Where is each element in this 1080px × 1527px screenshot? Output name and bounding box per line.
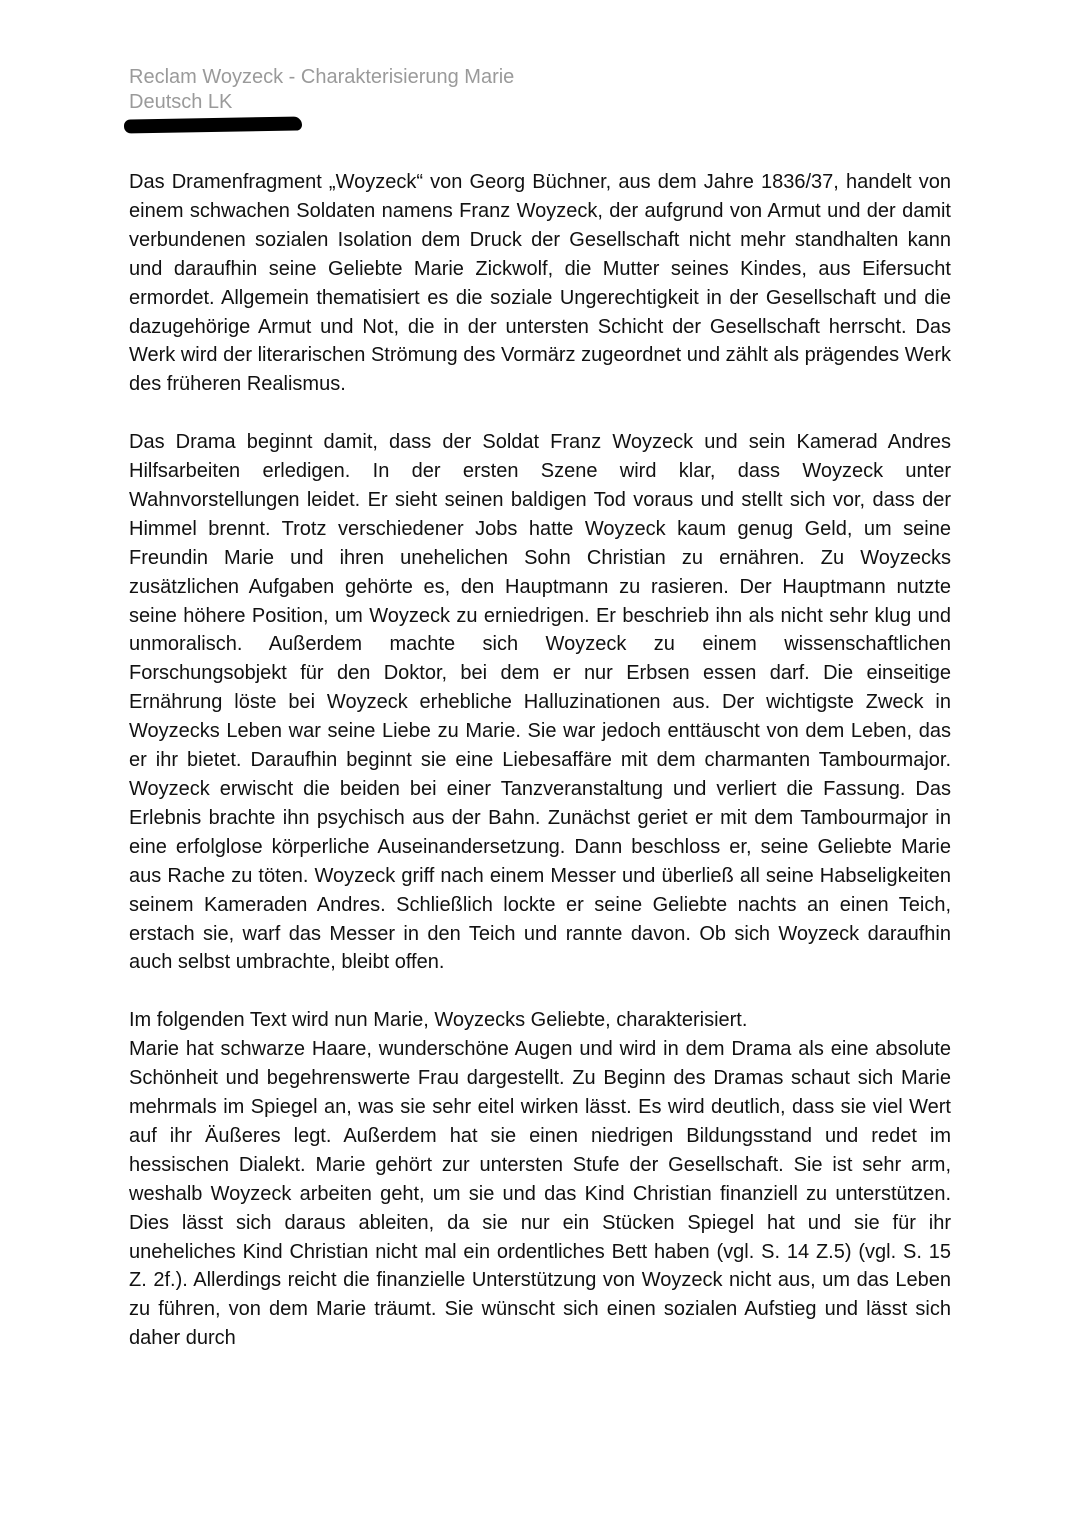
paragraph-transition: Im folgenden Text wird nun Marie, Woyzecks Geliebte, charakterisiert. (129, 1009, 748, 1032)
document-header (129, 65, 514, 115)
course-label: Deutsch LK (129, 91, 233, 113)
paragraph-introduction: Das Dramenfragment „Woyzeck“ von Georg Büchner, aus dem Jahre 1836/37, handelt von einem schwachen Soldaten namens Franz Woyzeck, der aufgrund von Armut und der damit verbundenen sozialen Isolation dem Druck der Gesellschaft nicht mehr standhalten kann und daraufhin seine Geliebte Marie Zickwolf, die Mutter seines Kindes, aus Eifersucht ermordet. Allgemein thematisiert es die soziale Ungerechtigkeit in der Gesellschaft und die dazugehörige Armut und Not, die in der untersten Schicht der Gesellschaft herrscht. Das Werk wird der literarischen Strömung des Vormärz zugeordnet und zählt als prägendes Werk des früheren Realismus. (129, 171, 951, 396)
document-title: Reclam Woyzeck - Charakterisierung Marie (129, 66, 515, 88)
redacted-name-mark (124, 116, 302, 133)
paragraph-characterization: Marie hat schwarze Haare, wunderschöne Augen und wird in dem Drama als eine absolute Schönheit und begehrenswerte Frau dargestellt. Zu Beginn des Dramas schaut sich Marie mehrmals im Spiegel an, was sie sehr eitel wirken lässt. Es wird deutlich, dass sie viel Wert auf ihr Äußeres legt. Außerdem hat sie einen niedrigen Bildungsstand und redet im hessischen Dialekt. Marie gehört zur untersten Stufe der Gesellschaft. Sie ist sehr arm, weshalb Woyzeck arbeiten geht, um sie und das Kind Christian finanziell zu unterstützen. Dies lässt sich daraus ableiten, da sie nur ein Stücken Spiegel hat und sie für ihr uneheliches Kind Christian nicht mal ein ordentliches Bett haben (vgl. S. 14 Z.5) (vgl. S. 15 Z. 2f.). Allerdings reicht die finanzielle Unterstützung von Woyzeck nicht aus, um das Leben zu führen, von dem Marie träumt. Sie wünscht sich einen sozialen Aufstieg und lässt sich daher durch (129, 1038, 951, 1350)
document-body (129, 168, 951, 1353)
paragraph-summary: Das Drama beginnt damit, dass der Soldat Franz Woyzeck und sein Kamerad Andres Hilfsarbeiten erledigen. In der ersten Szene wird klar, dass Woyzeck unter Wahnvorstellungen leidet. Er sieht seinen baldigen Tod voraus und stellt sich vor, dass der Himmel brennt. Trotz verschiedener Jobs hatte Woyzeck kaum genug Geld, um seine Freundin Marie und ihren unehelichen Sohn Christian zu ernähren. Zu Woyzecks zusätzlichen Aufgaben gehörte es, den Hauptmann zu rasieren. Der Hauptmann nutzte seine höhere Position, um Woyzeck zu erniedrigen. Er beschrieb ihn als nicht sehr klug und unmoralisch. Außerdem machte sich Woyzeck zu einem wissenschaftlichen Forschungsobjekt für den Doktor, bei dem er nur Erbsen essen darf. Die einseitige Ernährung löste bei Woyzeck erhebliche Halluzinationen aus. Der wichtigste Zweck in Woyzecks Leben war seine Liebe zu Marie. Sie war jedoch enttäuscht von dem Leben, das er ihr bietet. Daraufhin beginnt sie eine Liebesaffäre mit dem charmanten Tambourmajor. Woyzeck erwischt die beiden bei einer Tanzveranstaltung und verliert die Fassung. Das Erlebnis brachte ihn psychisch aus der Bahn. Zunächst geriet er mit dem Tambourmajor in eine erfolglose körperliche Auseinandersetzung. Dann beschloss er, seine Geliebte Marie aus Rache zu töten. Woyzeck griff nach einem Messer und überließ all seine Habseligkeiten seinem Kameraden Andres. Schließlich lockte er seine Geliebte nachts an einen Teich, erstach sie, warf das Messer in den Teich und rannte davon. Ob sich Woyzeck daraufhin auch selbst umbrachte, bleibt offen. (129, 431, 951, 974)
paragraph-spacer (129, 399, 951, 428)
paragraph-spacer (129, 977, 951, 1006)
